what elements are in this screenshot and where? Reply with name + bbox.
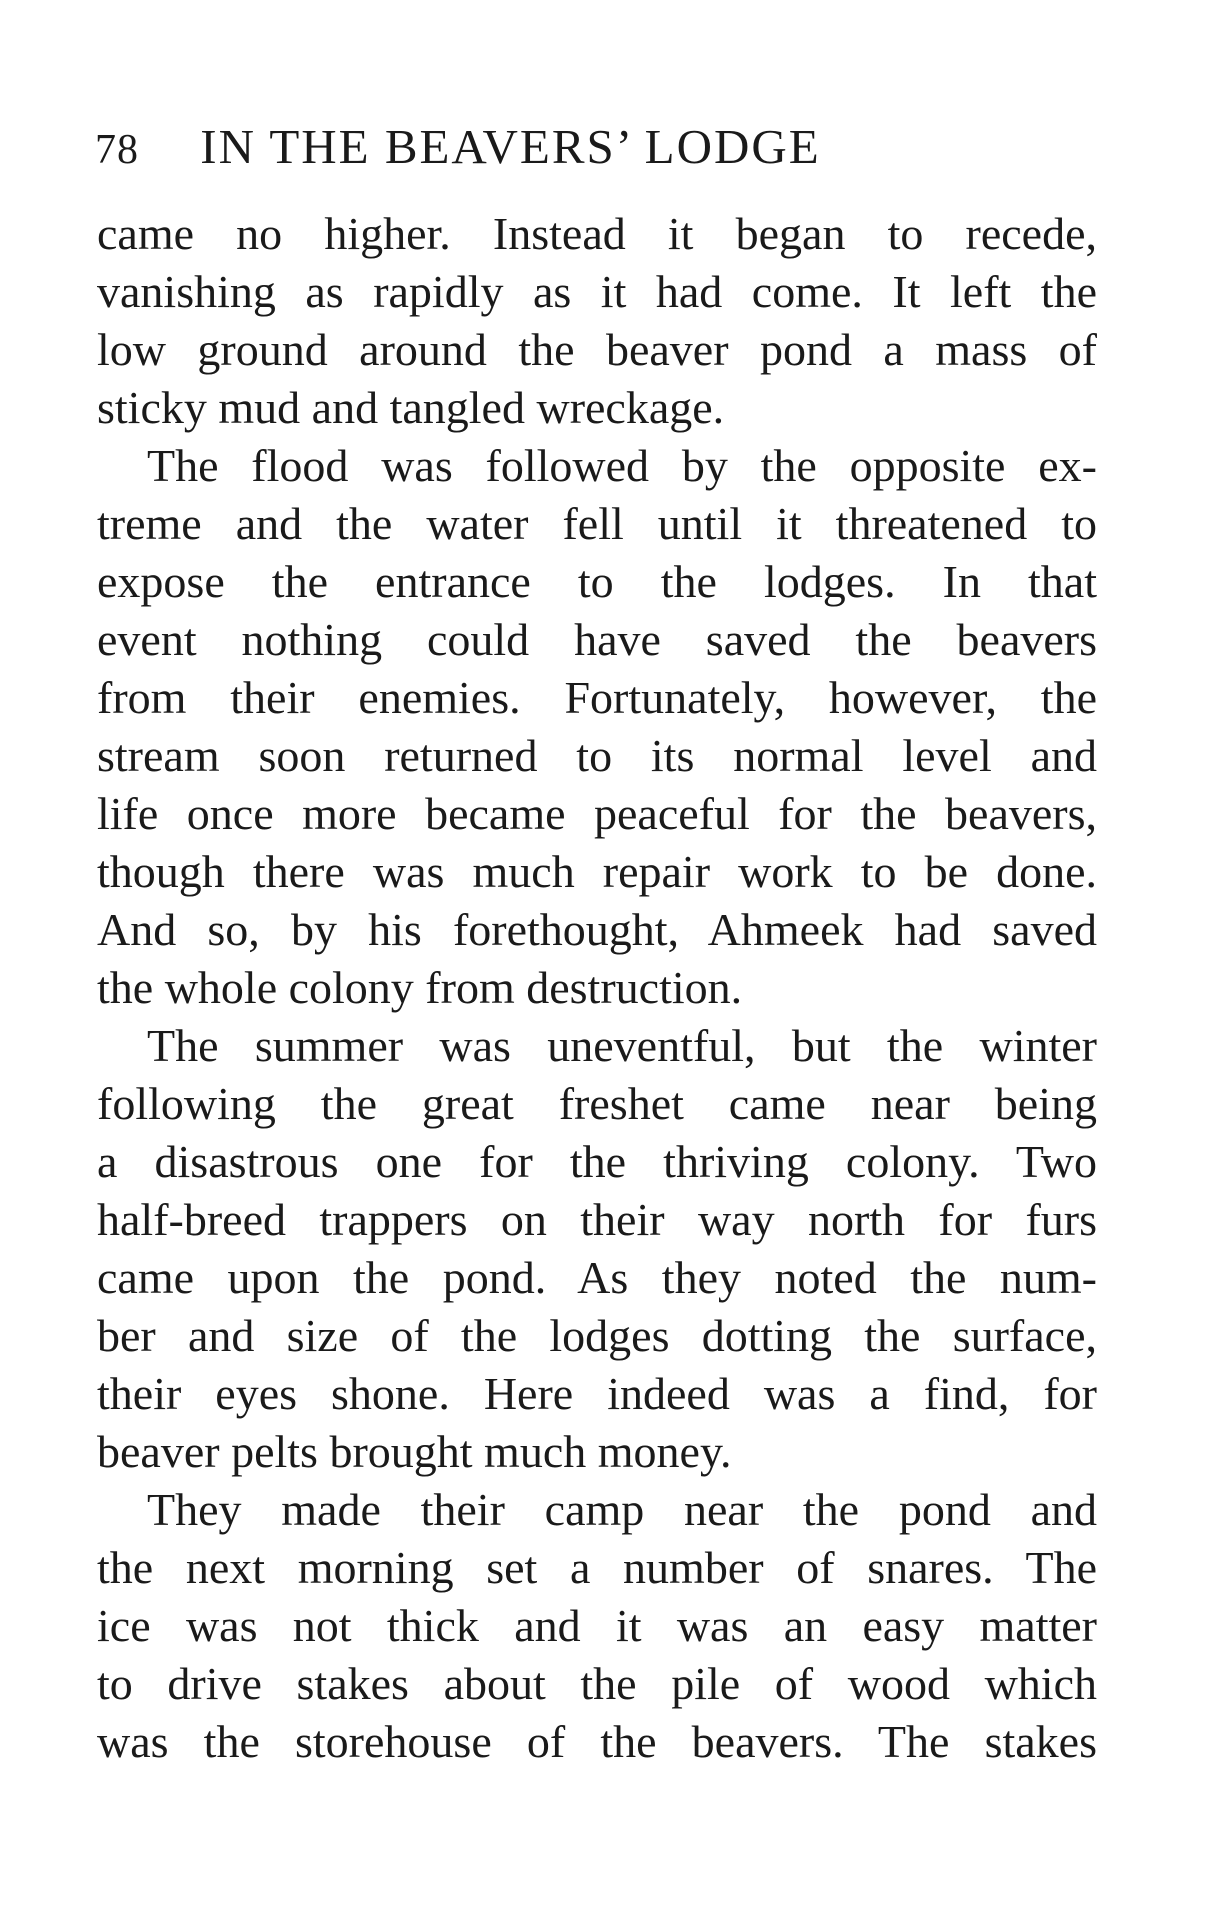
text-line: ber and size of the lodges dotting the surface, (97, 1310, 1097, 1361)
text-line: the whole colony from destruction. (97, 962, 743, 1013)
text-line: event nothing could have saved the beavers (97, 614, 1097, 665)
text-line: ice was not thick and it was an easy matter (97, 1600, 1097, 1651)
text-line: And so, by his forethought, Ahmeek had saved (97, 904, 1097, 955)
text-line: was the storehouse of the beavers. The stakes (97, 1716, 1097, 1767)
paragraph (97, 1481, 1097, 1771)
body-text (97, 205, 1097, 1771)
text-line: following the great freshet came near being (97, 1078, 1097, 1129)
text-line: low ground around the beaver pond a mass of (97, 324, 1097, 375)
running-header (95, 118, 995, 178)
text-line: half-breed trappers on their way north for furs (97, 1194, 1097, 1245)
text-line: They made their camp near the pond and (147, 1484, 1097, 1535)
page-number: 78 (95, 127, 139, 173)
text-line: though there was much repair work to be done. (97, 846, 1097, 897)
paragraph (97, 437, 1097, 1017)
text-line: from their enemies. Fortunately, however, the (97, 672, 1097, 723)
text-line: came no higher. Instead it began to recede, (97, 208, 1097, 259)
text-line: The summer was uneventful, but the winter (147, 1020, 1097, 1071)
text-line: a disastrous one for the thriving colony. Two (97, 1136, 1097, 1187)
text-line: to drive stakes about the pile of wood which (97, 1658, 1097, 1709)
running-title: IN THE BEAVERS’ LODGE (200, 119, 821, 174)
text-line: life once more became peaceful for the beavers, (97, 788, 1097, 839)
text-line: stream soon returned to its normal level and (97, 730, 1097, 781)
paragraph (97, 1017, 1097, 1481)
text-line: expose the entrance to the lodges. In that (97, 556, 1097, 607)
paragraph (97, 205, 1097, 437)
text-line: the next morning set a number of snares. The (97, 1542, 1097, 1593)
text-line: sticky mud and tangled wreckage. (97, 382, 725, 433)
text-line: vanishing as rapidly as it had come. It left the (97, 266, 1097, 317)
text-line: beaver pelts brought much money. (97, 1426, 732, 1477)
text-line: The flood was followed by the opposite ex- (147, 440, 1097, 491)
text-line: their eyes shone. Here indeed was a find, for (97, 1368, 1097, 1419)
text-line: treme and the water fell until it threatened to (97, 498, 1097, 549)
text-line: came upon the pond. As they noted the num- (97, 1252, 1097, 1303)
